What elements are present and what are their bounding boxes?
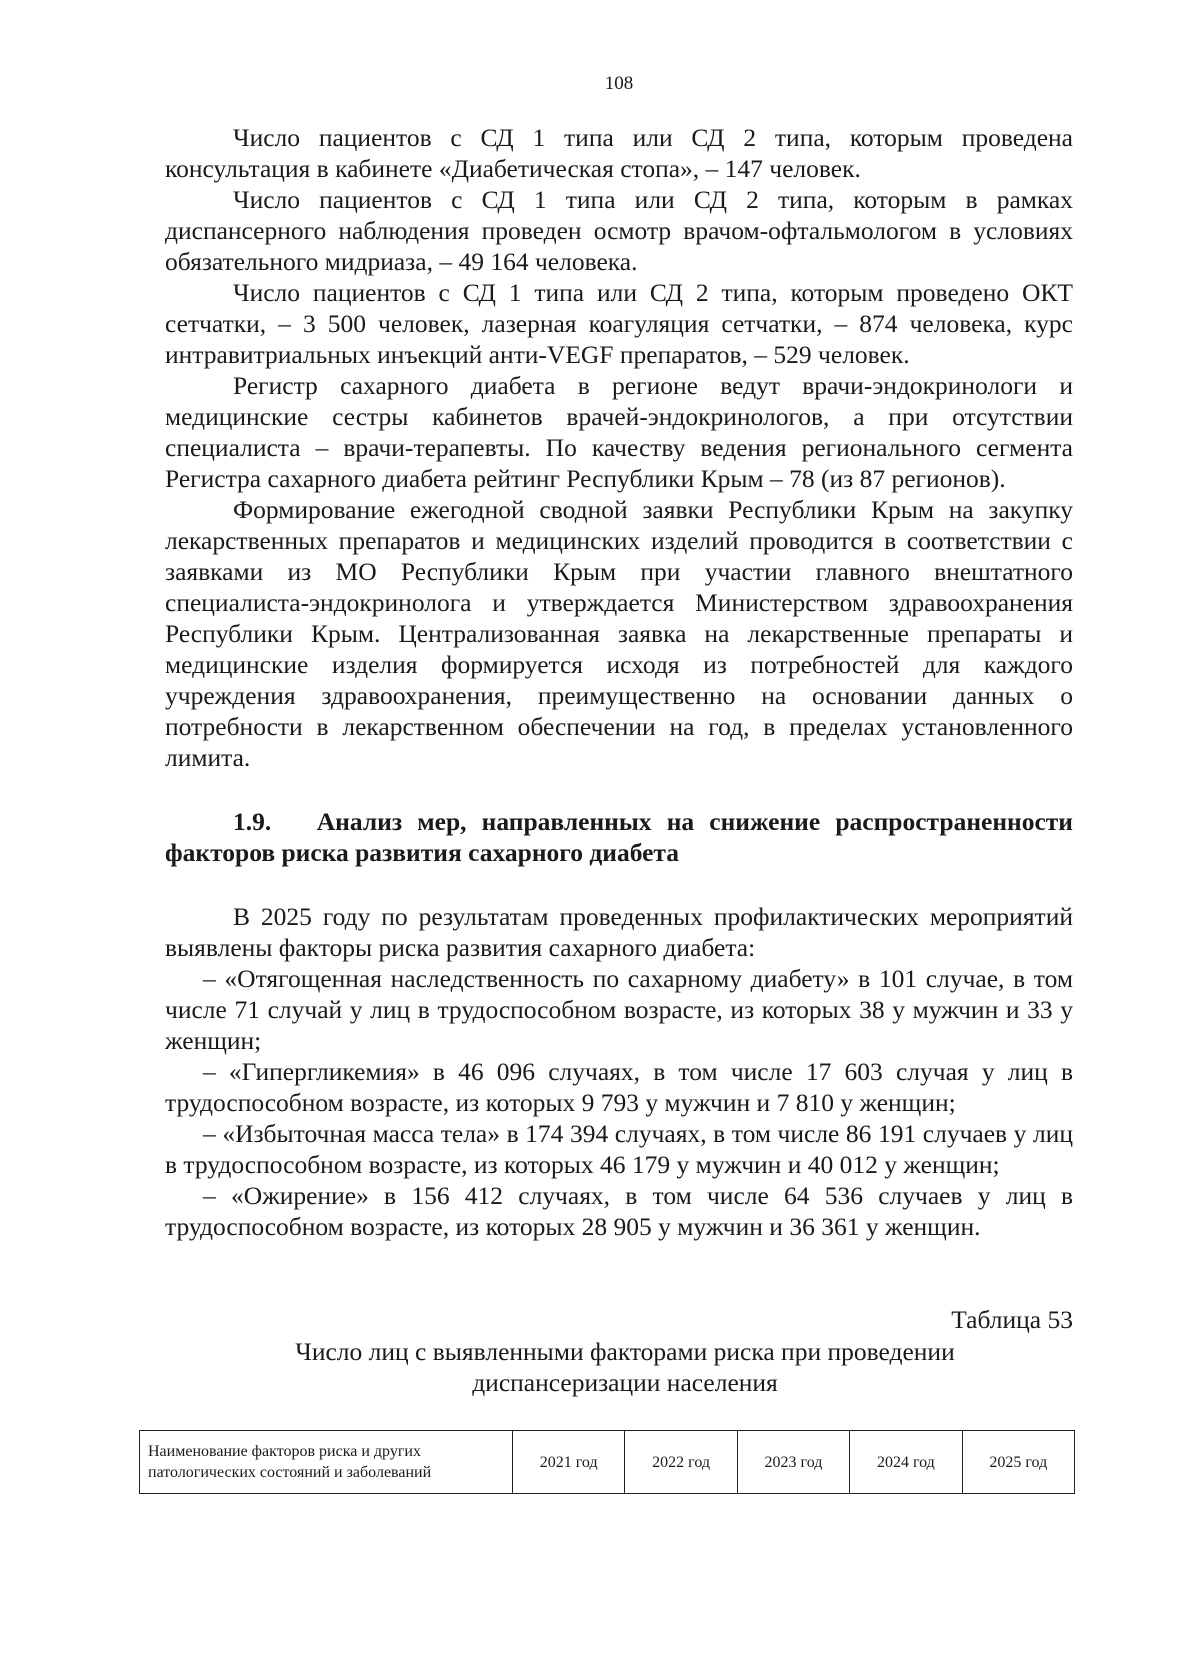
- table-header-row: [140, 1431, 1075, 1494]
- header-cell-2023: 2023 год: [737, 1431, 849, 1494]
- table-label: Таблица 53: [951, 1305, 1073, 1334]
- paragraph-procurement-request: Формирование ежегодной сводной заявки Республики Крым на закупку лекарственных препаратов и медицинских изделий проводится в соответствии с заявками из МО Республики Крым при участии главного внештатного специалиста-эндокринолога и утверждается Министерством здравоохранения Республики Крым. Централизованная заявка на лекарственные препараты и медицинские изделия формируется исходя из потребностей для каждого учреждения здравоохранения, преимущественно на основании данных о потребности в лекарственном обеспечении на год, в пределах установленного лимита.: [165, 495, 1073, 772]
- section-text: [165, 901, 1073, 1242]
- list-item-obesity: – «Ожирение» в 156 412 случаях, в том числе 64 536 случаев у лиц в трудоспособном возрасте, из которых 28 905 у мужчин и 36 361 у женщин.: [165, 1181, 1073, 1241]
- paragraph-oct-retina: Число пациентов с СД 1 типа или СД 2 типа, которым проведено ОКТ сетчатки, – 3 500 человек, лазерная коагуляция сетчатки, – 874 человека, курс интравитриальных инъекций анти-VEGF препаратов, – 529 человек.: [165, 278, 1073, 369]
- list-item-overweight: – «Избыточная масса тела» в 174 394 случаях, в том числе 86 191 случаев у лиц в трудоспособном возрасте, из которых 46 179 у мужчин и 40 012 у женщин;: [165, 1119, 1073, 1179]
- risk-factors-table: [139, 1430, 1075, 1494]
- section-heading: [165, 806, 1073, 868]
- paragraph-ophthalmologist-exam: Число пациентов с СД 1 типа или СД 2 типа, которым в рамках диспансерного наблюдения проведен осмотр врачом-офтальмологом в условиях обязательного мидриаза, – 49 164 человека.: [165, 185, 1073, 276]
- header-cell-2022: 2022 год: [625, 1431, 737, 1494]
- paragraph-diabetes-register: Регистр сахарного диабета в регионе ведут врачи-эндокринологи и медицинские сестры кабинетов врачей-эндокринологов, а при отсутствии специалиста – врачи-терапевты. По качеству ведения регионального сегмента Регистра сахарного диабета рейтинг Республики Крым – 78 (из 87 регионов).: [165, 371, 1073, 493]
- header-cell-factor-name: Наименование факторов риска и других патологических состояний и заболеваний: [140, 1431, 513, 1494]
- header-cell-2024: 2024 год: [850, 1431, 962, 1494]
- header-cell-2021: 2021 год: [513, 1431, 625, 1494]
- section-number: 1.9.: [233, 807, 272, 836]
- section-intro: В 2025 году по результатам проведенных профилактических мероприятий выявлены факторы риска развития сахарного диабета:: [165, 902, 1073, 962]
- paragraph-diabetic-foot: Число пациентов с СД 1 типа или СД 2 типа, которым проведена консультация в кабинете «Диабетическая стопа», – 147 человек.: [165, 123, 1073, 183]
- header-cell-2025: 2025 год: [962, 1431, 1074, 1494]
- table-caption: Число лиц с выявленными факторами риска при проведении диспансеризации населения: [295, 1337, 955, 1397]
- list-item-hyperglycemia: – «Гипергликемия» в 46 096 случаях, в том числе 17 603 случая у лиц в трудоспособном возрасте, из которых 9 793 у мужчин и 7 810 у женщин;: [165, 1057, 1073, 1117]
- page-number: 108: [604, 73, 634, 94]
- list-item-heredity: – «Отягощенная наследственность по сахарному диабету» в 101 случае, в том числе 71 случай у лиц в трудоспособном возрасте, из которых 38 у мужчин и 33 у женщин;: [165, 964, 1073, 1055]
- body-text: [165, 122, 1073, 773]
- section-title: Анализ мер, направленных на снижение распространенности факторов риска развития сахарного диабета: [165, 807, 1073, 867]
